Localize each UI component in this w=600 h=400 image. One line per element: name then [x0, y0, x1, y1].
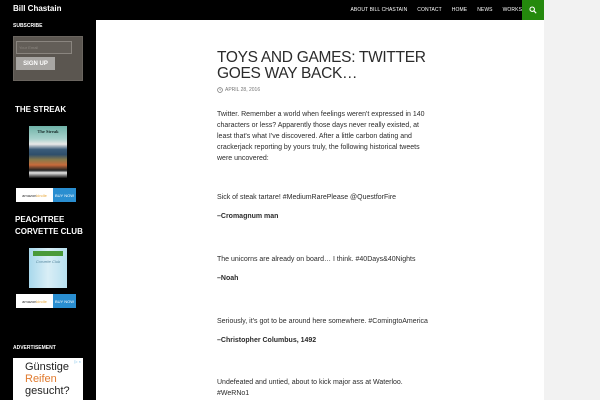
- amazon-kindle-logo: amazon kindle: [16, 188, 53, 202]
- post-title: TOYS AND GAMES: TWITTER GOES WAY BACK…: [217, 49, 426, 82]
- tweet-4-text: Undefeated and untied, about to kick major ass at Waterloo. #WeRNo1: [217, 379, 403, 397]
- site-header: [0, 0, 544, 20]
- tweet-3-author: –Christopher Columbus, 1492: [217, 337, 317, 344]
- post-meta: [217, 87, 432, 93]
- adchoices-icon[interactable]: ▷ ×: [74, 359, 81, 364]
- subscribe-form: [13, 36, 83, 81]
- intro-paragraph: Twitter. Remember a world when feelings weren't expressed in 140 characters or less? Apparently those days never really existed, at least that's what I've discovered. After a little carbon dating and crackerjack reporting by yours truly, the following historical tweets were uncovered:: [217, 111, 425, 162]
- ad-line-2: Reifen: [25, 373, 57, 385]
- signup-button[interactable]: SIGN UP: [16, 57, 55, 70]
- advertisement-title: ADVERTISEMENT: [13, 345, 56, 351]
- post-date[interactable]: APRIL 28, 2016: [225, 87, 261, 93]
- amazon-buy-button-peachtree[interactable]: [16, 294, 76, 308]
- book-title-peachtree: PEACHTREE CORVETTE CLUB: [15, 215, 83, 236]
- sidebar: [0, 20, 96, 400]
- amazon-buy-button-streak[interactable]: [16, 188, 76, 202]
- search-button[interactable]: [522, 0, 544, 20]
- tweet-2-text: The unicorns are already on board… I think. #40Days&40Nights: [217, 256, 416, 263]
- search-icon: [529, 6, 537, 14]
- nav-item-about[interactable]: ABOUT BILL CHASTAIN: [350, 7, 408, 13]
- clock-icon: [217, 87, 223, 93]
- email-field[interactable]: Your Email: [16, 41, 72, 54]
- ad-line-3: gesucht?: [25, 385, 70, 397]
- tweet-3-text: Seriously, it's got to be around here somewhere. #ComingtoAmerica: [217, 318, 428, 325]
- nav-item-works[interactable]: WORKS: [502, 7, 522, 13]
- nav-item-news[interactable]: NEWS: [477, 7, 493, 13]
- tweet-1-text: Sick of steak tartare! #MediumRarePlease @QuestforFire: [217, 194, 397, 201]
- post-header: [217, 50, 432, 93]
- advertisement-banner[interactable]: [13, 358, 83, 400]
- tweet-1-author: –Cromagnum man: [217, 213, 279, 220]
- buy-now-label: BUY NOW: [53, 294, 76, 308]
- cover-text: Corvette Club: [35, 259, 61, 264]
- site-title-link[interactable]: Bill Chastain: [13, 4, 62, 13]
- subscribe-title: SUBSCRIBE: [13, 23, 43, 29]
- nav-item-home[interactable]: HOME: [451, 7, 468, 13]
- buy-now-label: BUY NOW: [53, 188, 76, 202]
- amazon-kindle-logo: amazon kindle: [16, 294, 53, 308]
- tweet-2-author: –Noah: [217, 275, 239, 282]
- primary-nav: [340, 0, 522, 20]
- nav-item-contact[interactable]: CONTACT: [417, 7, 442, 13]
- ad-line-1: Günstige: [25, 361, 70, 373]
- post-intro: [217, 109, 432, 164]
- book-title-the-streak: THE STREAK: [15, 105, 67, 114]
- book-cover-the-streak[interactable]: [29, 126, 67, 178]
- cover-text: The Streak: [37, 129, 59, 134]
- book-cover-peachtree[interactable]: [29, 248, 67, 288]
